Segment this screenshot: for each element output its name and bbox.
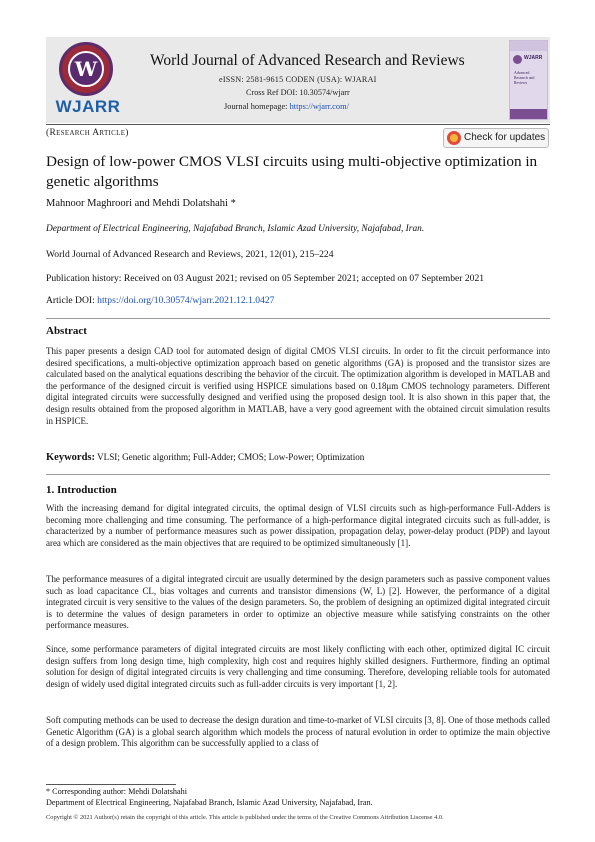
corresponding-department: Department of Electrical Engineering, Najafabad Branch, Islamic Azad University, Najafabad, Iran. (46, 798, 373, 807)
abstract-divider (46, 318, 550, 319)
homepage-link[interactable]: https://wjarr.com/ (289, 102, 349, 111)
keywords (46, 452, 364, 463)
doi-prefix: Article DOI: (46, 295, 98, 306)
section-divider (46, 474, 550, 475)
keywords-label: Keywords: (46, 452, 95, 463)
logo-text: WJARR (55, 97, 121, 116)
citation: World Journal of Advanced Research and Reviews, 2021, 12(01), 215–224 (46, 249, 334, 260)
affiliation: Department of Electrical Engineering, Najafabad Branch, Islamic Azad University, Najafabad, Iran. (46, 224, 425, 234)
header-divider (46, 124, 550, 125)
doi-link[interactable]: https://doi.org/10.30574/wjarr.2021.12.1.0427 (97, 295, 275, 306)
check-for-updates-button[interactable] (443, 128, 549, 148)
logo-emblem (59, 42, 113, 96)
journal-logo (52, 42, 124, 120)
keywords-list: VLSI; Genetic algorithm; Full-Adder; CMOS; Low-Power; Optimization (97, 452, 365, 462)
cover-logo-icon (513, 55, 522, 64)
intro-paragraph-1: With the increasing demand for digital integrated circuits, the optimal design of VLSI circuits such as high-performance Full-Adders is becoming more challenging and time consuming. The performance of a high-performance digital integrated circuits such as full-adder, is characterized by a number of performance measures such as power dissipation, propagation delay, power-delay product (PDP) and layout area which are considered as the main objectives that are required to be optimized simultaneously [1]. (46, 503, 550, 548)
abstract-text: This paper presents a design CAD tool for automated design of digital CMOS VLSI circuits. In order to fit the circuit performance into desired specifications, a multi-objective optimization approach based on genetic algorithms (GA) is proposed and the transistor sizes are calculated based on the analytical equations describing the behavior of the circuit. The optimization algorithm is developed in MATLAB and the performance of the designed circuit is verified using HSPICE simulations based on 0.18μm CMOS technology parameters. Different digital integrated circuits were successfully designed and verified using the proposed design tool. It is also shown in this paper that, the design results obtained from the proposed algorithm in MATLAB, have a very good agreement with the obtained circuit simulation results in HSPICE. (46, 346, 550, 426)
article-type: (Research Article) (46, 128, 129, 138)
issn-line: eISSN: 2581-9615 CODEN (USA): WJARAI (219, 75, 377, 84)
journal-homepage (224, 102, 349, 111)
copyright-notice: Copyright © 2021 Author(s) retain the copyright of this article. This article is published under the terms of the Creative Commons Attribution Liscense 4.0. (46, 814, 444, 821)
cover-title: Advanced Research and Reviews (514, 71, 535, 85)
authors: Mahnoor Maghroori and Mehdi Dolatshahi * (46, 198, 236, 209)
introduction-heading: 1. Introduction (46, 484, 117, 496)
journal-name: World Journal of Advanced Research and Reviews (150, 52, 465, 69)
intro-paragraph-4: Soft computing methods can be used to decrease the design duration and time-to-market of VLSI circuits [3, 8]. One of those methods called Genetic Algorithm (GA) is a global search algorithm which models the process of natural evolution in order to optimize the main objective of a design problem. This algorithm can be successfully applied to a class of (46, 715, 550, 749)
paper-title: Design of low-power CMOS VLSI circuits using multi-objective optimization in genetic algorithms (46, 153, 538, 190)
logo-letter: W (68, 51, 104, 87)
crossmark-icon (447, 131, 461, 145)
abstract-heading: Abstract (46, 325, 87, 337)
intro-paragraph-2: The performance measures of a digital integrated circuit are usually determined by the design parameters such as passive component values such as load capacitance CL, bias voltages and currents and transistor dimensions (W, L) [2]. However, the performance of a digital integrated circuit is very sensitive to the values of the design parameters. So, the problem of designing an optimized digital integrated circuit is to determine the values of design parameters in order to optimize an objective measure while satisfying constraints on the other performance measures. (46, 574, 550, 631)
journal-cover-thumbnail (509, 40, 548, 120)
corresponding-author: * Corresponding author: Mehdi Dolatshahi (46, 787, 187, 796)
check-for-updates-label: Check for updates (464, 132, 546, 143)
footnote-divider (46, 784, 176, 785)
homepage-prefix: Journal homepage: (224, 102, 290, 111)
article-doi (46, 295, 274, 306)
intro-paragraph-3: Since, some performance parameters of digital integrated circuits are most likely conflicting with each other, optimized digital IC circuit design suffers from long design time, high complexity, high cost and requires highly skilled designers. Furthermore, finding an optimal solution for design of digital integrated circuits is very challenging and time consuming. Therefore, developing reliable tools for automated design of widely used digital integrated circuits such as full-adder circuits is very important [1, 2]. (46, 644, 550, 689)
crossref-line: Cross Ref DOI: 10.30574/wjarr (246, 88, 350, 97)
publication-history: Publication history: Received on 03 August 2021; revised on 05 September 2021; accepted on 07 September 2021 (46, 273, 485, 284)
cover-name: WJARR (524, 55, 543, 61)
